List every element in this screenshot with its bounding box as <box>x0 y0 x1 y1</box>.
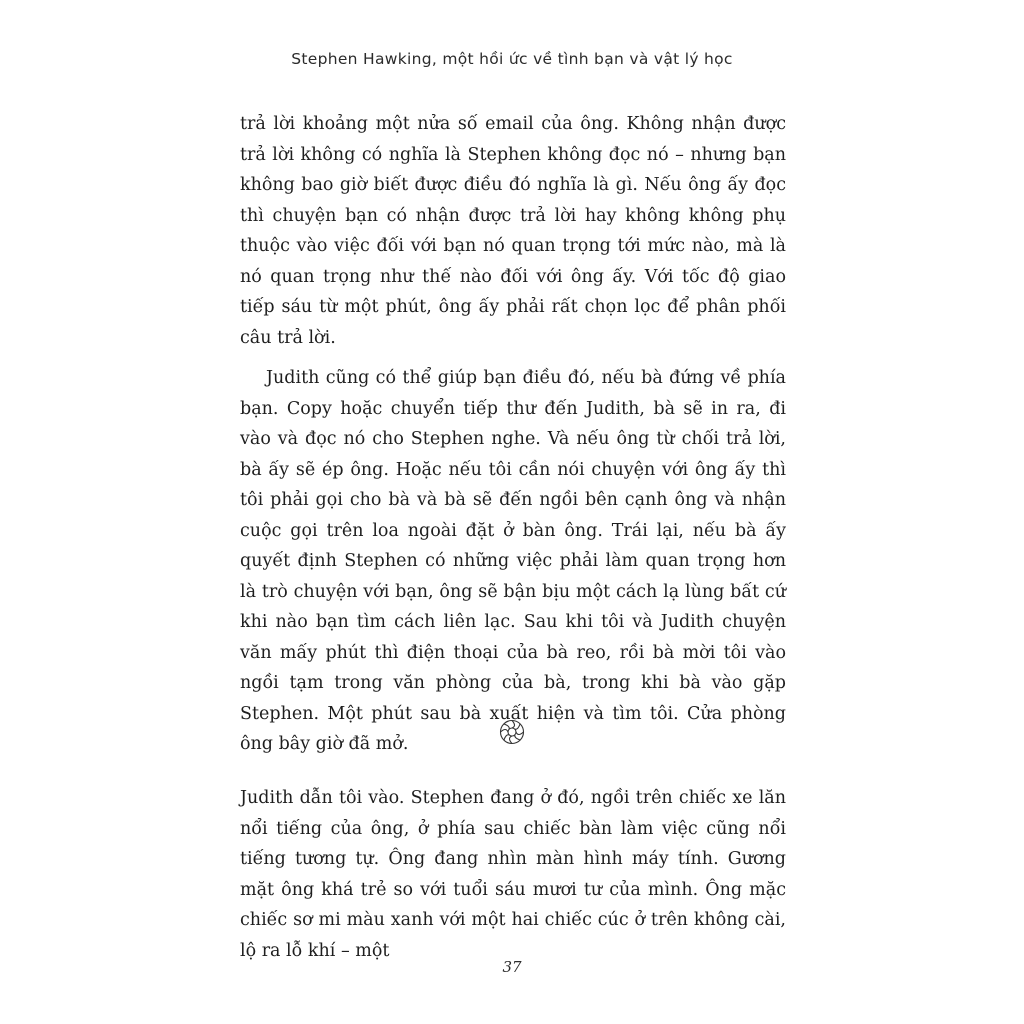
body-text-bottom <box>240 783 786 966</box>
page-number: 37 <box>502 958 522 976</box>
paragraph-2: Judith cũng có thể giúp bạn điều đó, nếu bà đứng về phía bạn. Copy hoặc chuyển tiếp thư đến Judith, bà sẽ in ra, đi vào và đọc nó cho Stephen nghe. Và nếu ông từ chối trả lời, bà ấy sẽ ép ông. Hoặc nếu tôi cần nói chuyện với ông ấy thì tôi phải gọi cho bà và bà sẽ đến ngồi bên cạnh ông và nhận cuộc gọi trên loa ngoài đặt ở bàn ông. Trái lại, nếu bà ấy quyết định Stephen có những việc phải làm quan trọng hơn là trò chuyện với bạn, ông sẽ bận bịu một cách lạ lùng bất cứ khi nào bạn tìm cách liên lạc. Sau khi tôi và Judith chuyện văn mấy phút thì điện thoại của bà reo, rồi bà mời tôi vào ngồi tạm trong văn phòng của bà, trong khi bà vào gặp Stephen. Một phút sau bà xuất hiện và tìm tôi. Cửa phòng ông bây giờ đã mở. <box>240 368 786 754</box>
paragraph-3: Judith dẫn tôi vào. Stephen đang ở đó, ngồi trên chiếc xe lăn nổi tiếng của ông, ở phía sau chiếc bàn làm việc cũng nổi tiếng tương tự. Ông đang nhìn màn hình máy tính. Gương mặt ông khá trẻ so với tuổi sáu mươi tư của mình. Ông mặc chiếc sơ mi màu xanh với một hai chiếc cúc ở trên không cài, lộ ra lỗ khí – một <box>240 788 786 961</box>
body-text-top <box>240 109 786 760</box>
paragraph-1: trả lời khoảng một nửa số email của ông. Không nhận được trả lời không có nghĩa là Stephen không đọc nó – nhưng bạn không bao giờ biết được điều đó nghĩa là gì. Nếu ông ấy đọc thì chuyện bạn có nhận được trả lời hay không không phụ thuộc vào việc đối với bạn nó quan trọng tới mức nào, mà là nó quan trọng như thế nào đối với ông ấy. Với tốc độ giao tiếp sáu từ một phút, ông ấy phải rất chọn lọc để phân phối câu trả lời. <box>240 114 786 348</box>
section-break-ornament-icon <box>498 718 526 746</box>
running-header: Stephen Hawking, một hồi ức về tình bạn và vật lý học <box>291 50 733 68</box>
